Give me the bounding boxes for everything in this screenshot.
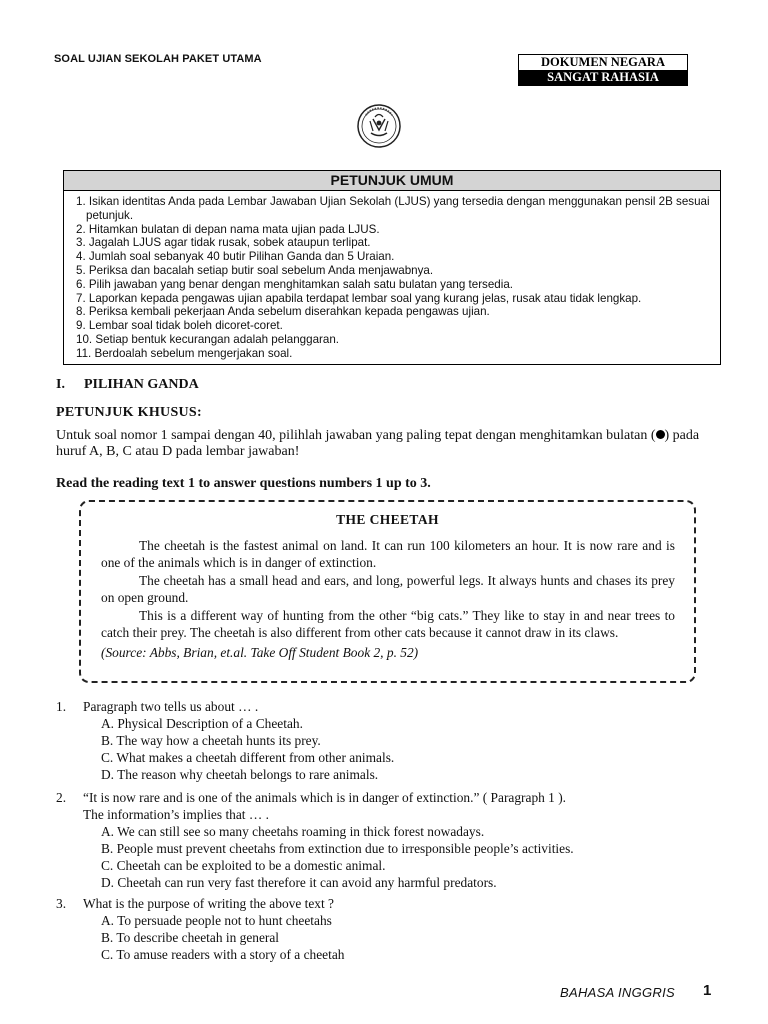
answer-option[interactable]: C. To amuse readers with a story of a cheetah (101, 947, 345, 962)
document-classification-box (518, 54, 688, 86)
question-number: 1. (56, 699, 67, 714)
doc-label-state-document: DOKUMEN NEGARA (519, 55, 687, 70)
list-item: 6. Pilih jawaban yang benar dengan menghitamkan salah satu bulatan yang tersedia. (76, 277, 513, 291)
answer-options (101, 912, 344, 963)
answer-option[interactable]: D. Cheetah can run very fast therefore it can avoid any harmful predators. (101, 875, 497, 890)
special-instructions-text (56, 428, 716, 460)
section-number: I. (56, 377, 65, 392)
list-item: 1. Isikan identitas Anda pada Lembar Jawaban Ujian Sekolah (LJUS) yang tersedia dengan menggunakan pensil 2B sesuai petunjuk. (76, 195, 710, 222)
answer-option[interactable]: B. People must prevent cheetahs from extinction due to irresponsible people’s activities. (101, 841, 574, 856)
instruction-part-1: Untuk soal nomor 1 sampai dengan 40, pilihlah jawaban yang paling tepat dengan menghitamkan bulatan ( (56, 428, 656, 443)
list-item: 10. Setiap bentuk kecurangan adalah pelanggaran. (76, 332, 339, 346)
reading-source: (Source: Abbs, Brian, et.al. Take Off Student Book 2, p. 52) (101, 645, 419, 661)
question-text-line-2: The information’s implies that … . (83, 807, 269, 822)
reading-paragraph: The cheetah is the fastest animal on land. It can run 100 kilometers an hour. It is now rare and is one of the animals which is in danger of extinction. (101, 538, 675, 571)
tut-wuri-handayani-emblem-icon (356, 103, 402, 149)
answer-option[interactable]: C. What makes a cheetah different from other animals. (101, 750, 395, 765)
reading-paragraph: This is a different way of hunting from the other “big cats.” They like to stay in and near trees to catch their prey. The cheetah is also different from other cats because it cannot draw in its claws. (101, 607, 675, 641)
list-item: 7. Laporkan kepada pengawas ujian apabila terdapat lembar soal yang kurang jelas, rusak atau tidak lengkap. (76, 291, 642, 305)
general-instructions-box (63, 170, 721, 365)
question-text: “It is now rare and is one of the animals which is in danger of extinction.” ( Paragraph 1 ). (83, 790, 567, 805)
filled-circle-icon (656, 430, 665, 439)
answer-option[interactable]: B. The way how a cheetah hunts its prey. (101, 733, 321, 748)
list-item: 8. Periksa kembali pekerjaan Anda sebelum diserahkan kepada pengawas ujian. (76, 305, 490, 319)
section-title: PILIHAN GANDA (84, 377, 199, 392)
list-item: 3. Jagalah LJUS agar tidak rusak, sobek ataupun terlipat. (76, 236, 371, 250)
question-text: Paragraph two tells us about … . (83, 699, 259, 714)
answer-option[interactable]: D. The reason why cheetah belongs to rare animals. (101, 767, 379, 782)
answer-option[interactable]: A. Physical Description of a Cheetah. (101, 716, 303, 731)
reading-body (101, 537, 675, 662)
list-item: 2. Hitamkan bulatan di depan nama mata ujian pada LJUS. (76, 222, 380, 236)
question-number: 2. (56, 790, 67, 805)
answer-options (101, 823, 574, 891)
general-instructions-list (64, 191, 720, 361)
answer-option[interactable]: B. To describe cheetah in general (101, 930, 280, 945)
instruction-part-2: ) pada huruf A, B, C atau D pada lembar jawaban! (56, 428, 700, 459)
answer-option[interactable]: C. Cheetah can be exploited to be a domestic animal. (101, 858, 386, 873)
list-item: 11. Berdoalah sebelum mengerjakan soal. (76, 346, 293, 360)
reading-text-box (79, 500, 696, 683)
general-instructions-title: PETUNJUK UMUM (64, 171, 720, 191)
reading-title: THE CHEETAH (336, 512, 439, 527)
list-item: 5. Periksa dan bacalah setiap butir soal sebelum Anda menjawabnya. (76, 263, 434, 277)
question-text: What is the purpose of writing the above text ? (83, 896, 335, 911)
question-number: 3. (56, 896, 67, 911)
answer-options (101, 715, 394, 783)
doc-label-top-secret: SANGAT RAHASIA (519, 70, 687, 85)
footer-subject: BAHASA INGGRIS (560, 985, 675, 1000)
exam-title: SOAL UJIAN SEKOLAH PAKET UTAMA (54, 53, 262, 65)
reading-instruction: Read the reading text 1 to answer questions numbers 1 up to 3. (56, 476, 431, 491)
list-item: 9. Lembar soal tidak boleh dicoret-coret. (76, 319, 283, 333)
list-item: 4. Jumlah soal sebanyak 40 butir Pilihan Ganda dan 5 Uraian. (76, 250, 395, 264)
section-heading (56, 377, 199, 393)
reading-paragraph: The cheetah has a small head and ears, and long, powerful legs. It always hunts and chases its prey on open ground. (101, 572, 675, 606)
answer-option[interactable]: A. To persuade people not to hunt cheetahs (101, 913, 332, 928)
answer-option[interactable]: A. We can still see so many cheetahs roaming in thick forest nowadays. (101, 824, 485, 839)
special-instructions-heading: PETUNJUK KHUSUS: (56, 405, 202, 420)
page-number: 1 (703, 982, 712, 999)
